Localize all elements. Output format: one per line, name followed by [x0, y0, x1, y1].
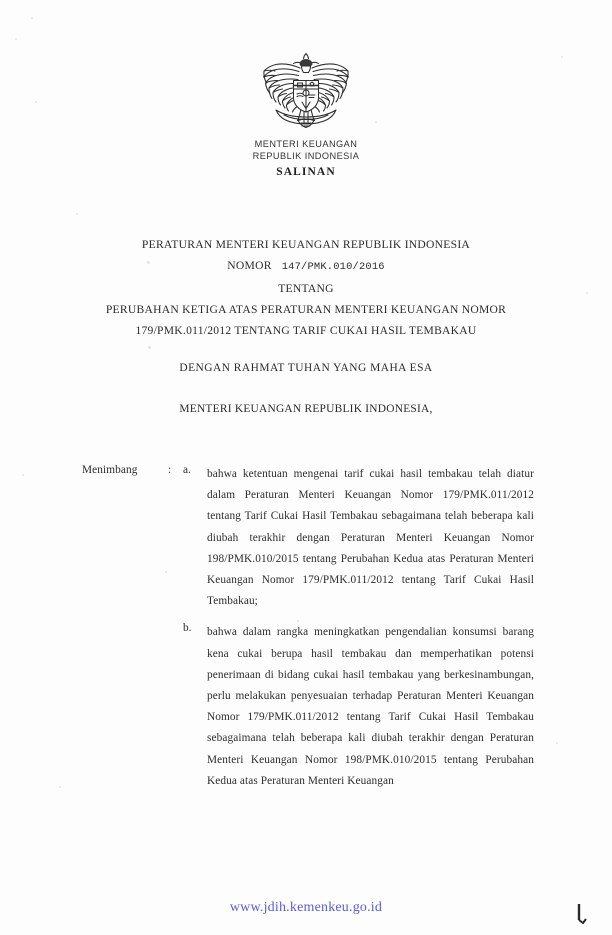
emblem-container	[0, 48, 612, 145]
invocation-line: DENGAN RAHMAT TUHAN YANG MAHA ESA	[179, 362, 433, 374]
regulation-title-line: PERATURAN MENTERI KEUANGAN REPUBLIK INDONESIA	[141, 238, 471, 251]
scan-speckle	[148, 346, 151, 349]
regulation-number-line	[56, 255, 556, 278]
considering-list	[183, 464, 534, 802]
garuda-pancasila-emblem	[254, 48, 358, 140]
list-item-text: bahwa dalam rangka meningkatkan pengendalian konsumsi barang kena cukai berupa hasil tembakau dan memperhatikan potensi penerimaan di bidang cukai hasil tembakau yang berkesinambungan, perlu melakukan penyesuaian terhadap Peraturan Menteri Keuangan Nomor 179/PMK.011/2012 tentang Tarif Cukai Hasil Tembakau sebagaimana telah beberapa kali diubah terakhir dengan Peraturan Menteri Keuangan Nomor 198/PMK.010/2015 tentang Perubahan Kedua atas Peraturan Menteri Keuangan	[207, 626, 534, 787]
scan-speckle	[586, 292, 588, 294]
ink-pen-mark	[574, 903, 590, 927]
list-item-marker: a.	[183, 464, 191, 476]
masthead-line-2: REPUBLIK INDONESIA	[252, 150, 360, 161]
scan-speckle	[556, 742, 558, 744]
masthead-line-1: MENTERI KEUANGAN	[254, 139, 358, 149]
nomor-label: NOMOR	[227, 259, 272, 272]
considering-label: Menimbang	[82, 464, 138, 476]
considering-colon: :	[168, 464, 172, 476]
list-item-marker: b.	[183, 622, 192, 635]
scan-speckle	[15, 38, 17, 40]
subject-line-2: 179/PMK.011/2012 TENTANG TARIF CUKAI HASIL TEMBAKAU	[135, 324, 477, 337]
footer-url[interactable]: www.jdih.kemenkeu.go.id	[229, 900, 383, 915]
tentang-label: TENTANG	[278, 282, 334, 295]
list-item-text: bahwa ketentuan mengenai tarif cukai hasil tembakau telah diatur dalam Peraturan Menteri Keuangan Nomor 179/PMK.011/2012 tentang Tarif Cukai Hasil Tembakau sebagaimana telah beberapa kali diubah terakhir dengan Peraturan Menteri Keuangan Nomor 198/PMK.010/2015 tentang Perubahan Kedua atas Peraturan Menteri Keuangan Nomor 179/PMK.011/2012 tentang Tarif Cukai Hasil Tembakau;	[207, 468, 534, 608]
scan-speckle	[22, 474, 24, 476]
scan-speckle	[59, 786, 61, 788]
masthead	[0, 139, 612, 162]
list-item	[183, 622, 534, 792]
scan-speckle	[31, 17, 33, 19]
authority-line: MENTERI KEUANGAN REPUBLIK INDONESIA,	[179, 403, 433, 415]
list-item	[183, 464, 534, 612]
subject-line-1: PERUBAHAN KETIGA ATAS PERATURAN MENTERI KEUANGAN NOMOR	[105, 303, 507, 316]
nomor-value: 147/PMK.010/2016	[281, 261, 385, 273]
document-title-block	[56, 234, 556, 341]
copy-stamp: SALINAN	[276, 166, 336, 178]
scan-speckle	[165, 571, 167, 573]
scan-speckle	[76, 213, 78, 215]
